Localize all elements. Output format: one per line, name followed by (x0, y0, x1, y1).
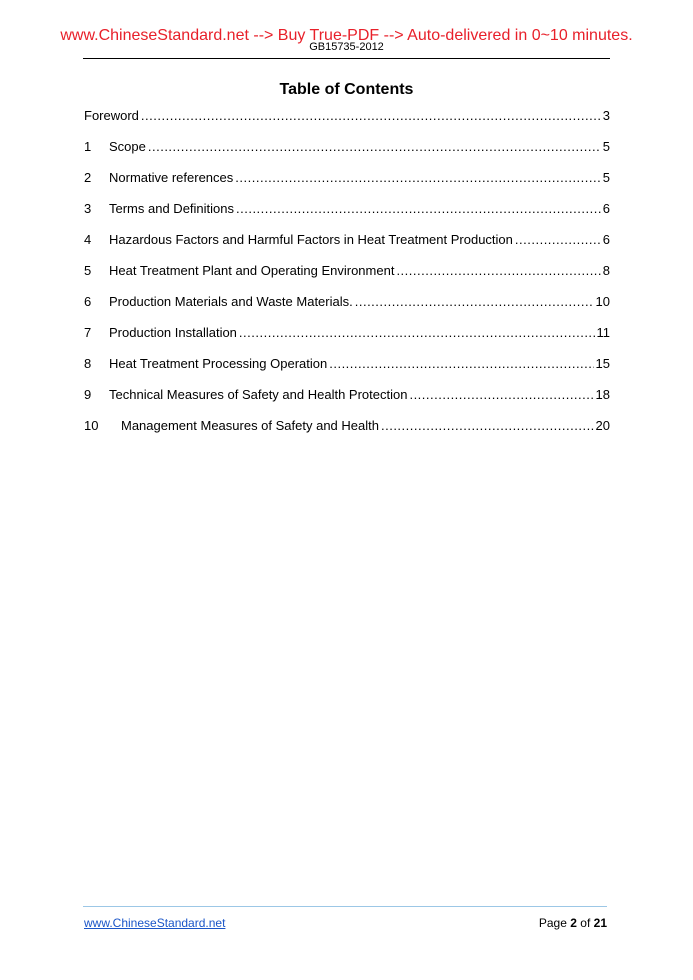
toc-entry-label: Foreword (84, 108, 139, 123)
toc-entry-plant-environment[interactable] (84, 262, 610, 293)
toc-entry-hazardous-factors[interactable] (84, 231, 610, 262)
toc-entry-page: 15 (595, 356, 610, 371)
footer-website-link[interactable]: www.ChineseStandard.net (84, 916, 226, 930)
toc-entry-technical-measures[interactable] (84, 386, 610, 417)
toc-entry-management-measures[interactable] (84, 417, 610, 448)
page-indicator (539, 916, 607, 930)
toc-entry-scope[interactable] (84, 138, 610, 169)
toc-entry-production-materials[interactable] (84, 293, 610, 324)
toc-leader (148, 138, 601, 155)
toc-entry-page: 3 (602, 108, 610, 123)
header-divider (83, 58, 610, 59)
toc-entry-number: 4 (84, 232, 92, 247)
toc-entry-number: 8 (84, 356, 92, 371)
toc-entry-page: 11 (596, 325, 610, 340)
toc-leader (141, 107, 601, 124)
page-total: 21 (593, 916, 607, 930)
page-of: of (580, 916, 591, 930)
toc-entry-normative-references[interactable] (84, 169, 610, 200)
header-banner: www.ChineseStandard.net --> Buy True-PDF --> Auto-delivered in 0~10 minutes. (60, 27, 633, 44)
toc-entry-label: Heat Treatment Plant and Operating Environment (109, 263, 395, 278)
toc-leader (239, 324, 595, 341)
toc-entry-label: Production Installation (109, 325, 237, 340)
toc-entry-number: 2 (84, 170, 92, 185)
toc-entry-page: 10 (595, 294, 610, 309)
toc-entry-page: 5 (602, 139, 610, 154)
toc-entry-number: 1 (84, 139, 92, 154)
toc-entry-number: 6 (84, 294, 92, 309)
page-current: 2 (570, 916, 577, 930)
toc-entry-label: Production Materials and Waste Materials. (109, 294, 353, 309)
toc-leader (355, 293, 594, 310)
toc-leader (515, 231, 601, 248)
toc-entry-page: 8 (602, 263, 610, 278)
toc-entry-label: Hazardous Factors and Harmful Factors in Heat Treatment Production (109, 232, 513, 247)
toc-entry-label: Management Measures of Safety and Health (121, 418, 379, 433)
toc-entry-page: 18 (595, 387, 610, 402)
toc-entry-label: Scope (109, 139, 146, 154)
toc-leader (396, 262, 600, 279)
toc-entry-label: Normative references (109, 170, 234, 185)
toc-entry-production-installation[interactable] (84, 324, 610, 355)
toc-entry-number: 5 (84, 263, 92, 278)
toc-entry-number: 7 (84, 325, 92, 340)
toc-entry-page: 20 (595, 418, 610, 433)
toc-entry-label: Terms and Definitions (109, 201, 234, 216)
toc-leader (236, 200, 601, 217)
page-prefix: Page (538, 916, 567, 930)
toc-title: Table of Contents (279, 81, 414, 98)
toc-entry-terms[interactable] (84, 200, 610, 231)
toc-entry-page: 5 (602, 170, 610, 185)
toc-leader (329, 355, 593, 372)
toc-leader (381, 417, 594, 434)
toc-leader (235, 169, 600, 186)
toc-entry-number: 10 (84, 418, 99, 433)
doc-number: GB15735-2012 (309, 41, 384, 53)
toc-entry-number: 3 (84, 201, 92, 216)
toc-list (84, 107, 610, 448)
toc-entry-label: Technical Measures of Safety and Health Protection (109, 387, 408, 402)
toc-entry-label: Heat Treatment Processing Operation (109, 356, 328, 371)
toc-entry-foreword[interactable] (84, 107, 610, 138)
footer-divider (83, 906, 607, 907)
toc-entry-number: 9 (84, 387, 92, 402)
toc-entry-page: 6 (602, 232, 610, 247)
toc-leader (409, 386, 593, 403)
toc-entry-page: 6 (602, 201, 610, 216)
toc-entry-processing-operation[interactable] (84, 355, 610, 386)
